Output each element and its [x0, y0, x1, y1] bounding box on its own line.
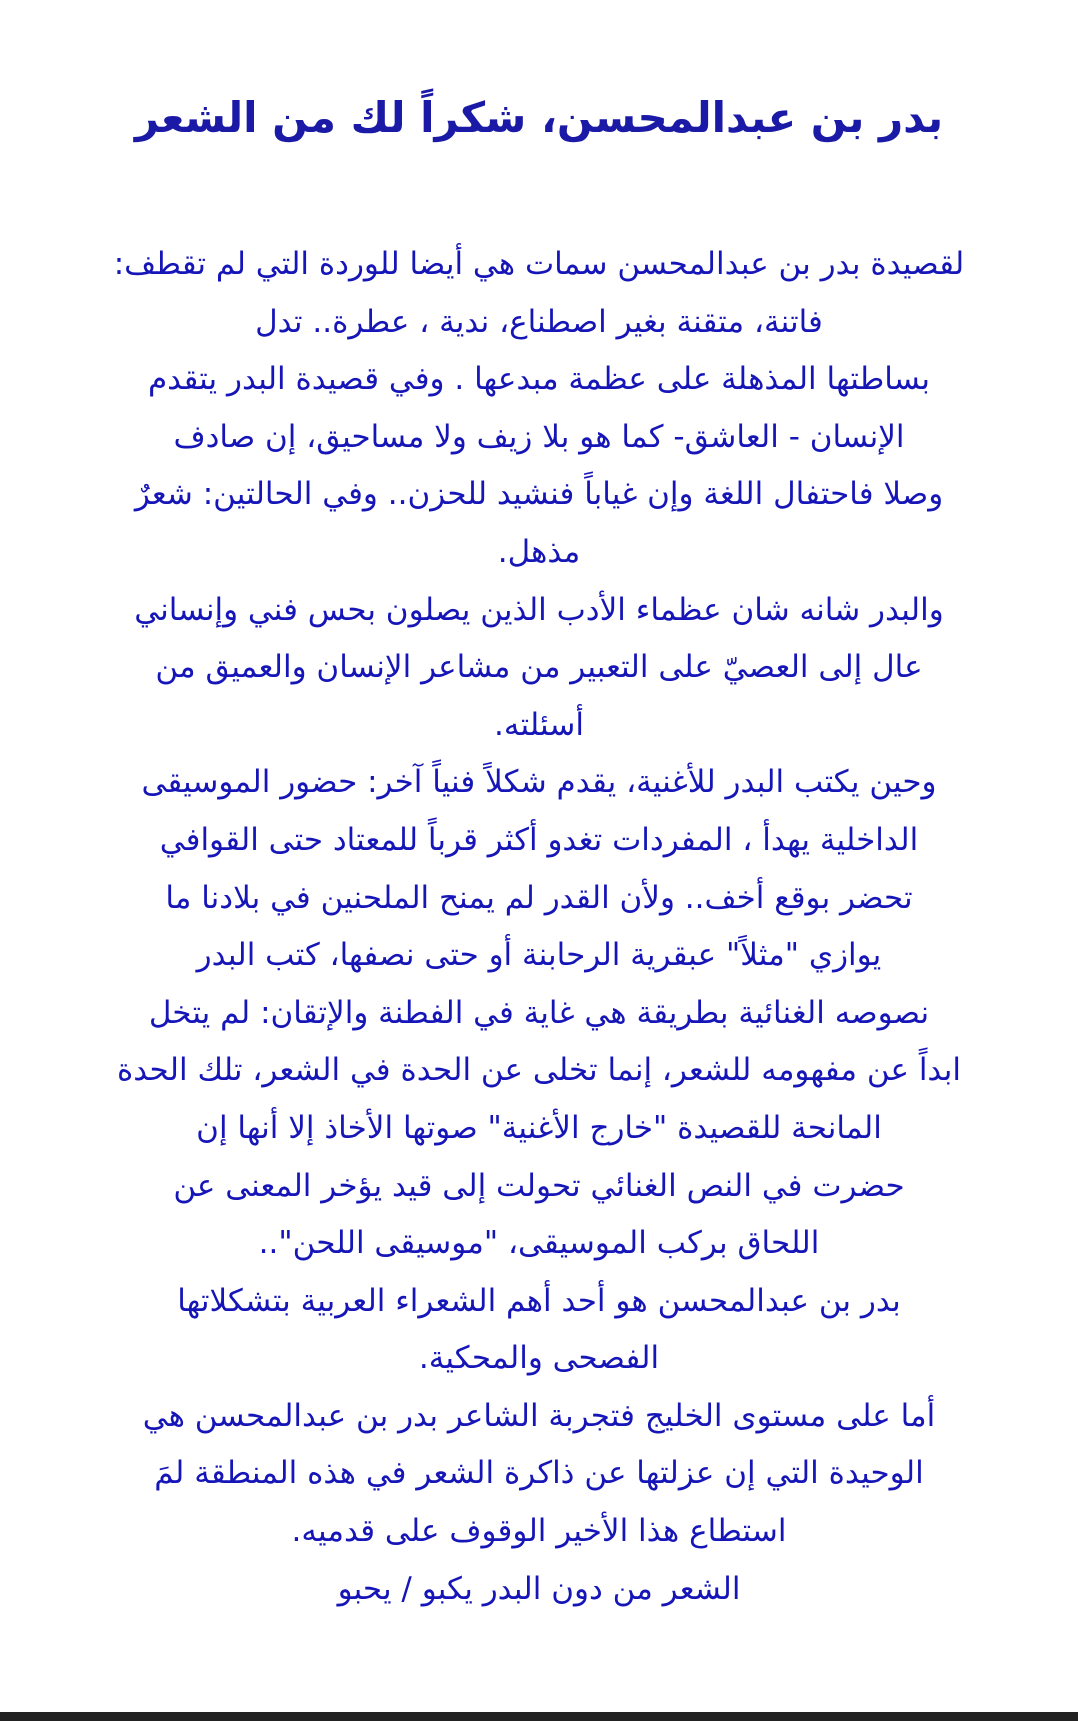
text-line: مذهل. [497, 533, 581, 570]
article-title: بدر بن عبدالمحسن، شكراً لك من الشعر [134, 93, 944, 142]
text-line: بساطتها المذهلة على عظمة مبدعها . وفي قصيدة البدر يتقدم [147, 361, 931, 398]
text-line: الإنسان - العاشق- كما هو بلا زيف ولا مساحيق، إن صادف [173, 418, 905, 455]
text-line: أما على مستوى الخليج فتجربة الشاعر بدر بن عبدالمحسن هي [142, 1397, 936, 1434]
text-line: الداخلية يهدأ ، المفردات تغدو أكثر قرباً للمعتاد حتى القوافي [159, 821, 919, 858]
text-line: نصوصه الغنائية بطريقة هي غاية في الفطنة والإتقان: لم يتخل [148, 994, 930, 1031]
text-line: عال إلى العصيّ على التعبير من مشاعر الإنسان والعميق من [155, 649, 923, 686]
text-line: وصلا فاحتفال اللغة وإن غياباً فنشيد للحزن.. وفي الحالتين: شعرٌ [134, 476, 944, 513]
text-line: تحضر بوقع أخف.. ولأن القدر لم يمنح الملحنين في بلادنا ما [165, 879, 913, 916]
text-line: الفصحى والمحكية. [418, 1340, 660, 1377]
text-line: المانحة للقصيدة "خارج الأغنية" صوتها الأخاذ إلا أنها إن [196, 1109, 882, 1146]
text-line: استطاع هذا الأخير الوقوف على قدميه. [291, 1513, 787, 1550]
text-line: الشعر من دون البدر يكبو / يحبو [337, 1570, 741, 1607]
text-line: يوازي "مثلاً" عبقرية الرحابنة أو حتى نصفها، كتب البدر [196, 937, 882, 974]
text-line: فاتنة، متقنة بغير اصطناع، ندية ، عطرة.. تدل [255, 303, 823, 340]
text-line: الوحيدة التي إن عزلتها عن ذاكرة الشعر في هذه المنطقة لمَ [154, 1455, 924, 1492]
text-line: وحين يكتب البدر للأغنية، يقدم شكلاً فنياً آخر: حضور الموسيقى [141, 764, 937, 801]
text-line: ابداً عن مفهومه للشعر، إنما تخلى عن الحدة في الشعر، تلك الحدة [117, 1052, 961, 1089]
text-line: اللحاق بركب الموسيقى، "موسيقى اللحن".. [258, 1225, 820, 1262]
text-line: لقصيدة بدر بن عبدالمحسن سمات هي أيضا للوردة التي لم تقطف: [113, 246, 965, 282]
text-line: حضرت في النص الغنائي تحولت إلى قيد يؤخر المعنى عن [173, 1167, 905, 1204]
text-line: والبدر شانه شان عظماء الأدب الذين يصلون بحس فني وإنساني [134, 591, 944, 628]
text-line: أسئلته. [493, 706, 585, 743]
bottom-edge-bar [0, 1712, 1078, 1721]
text-line: بدر بن عبدالمحسن هو أحد أهم الشعراء العربية بتشكلاتها [177, 1282, 901, 1319]
article-body [70, 236, 1008, 1618]
